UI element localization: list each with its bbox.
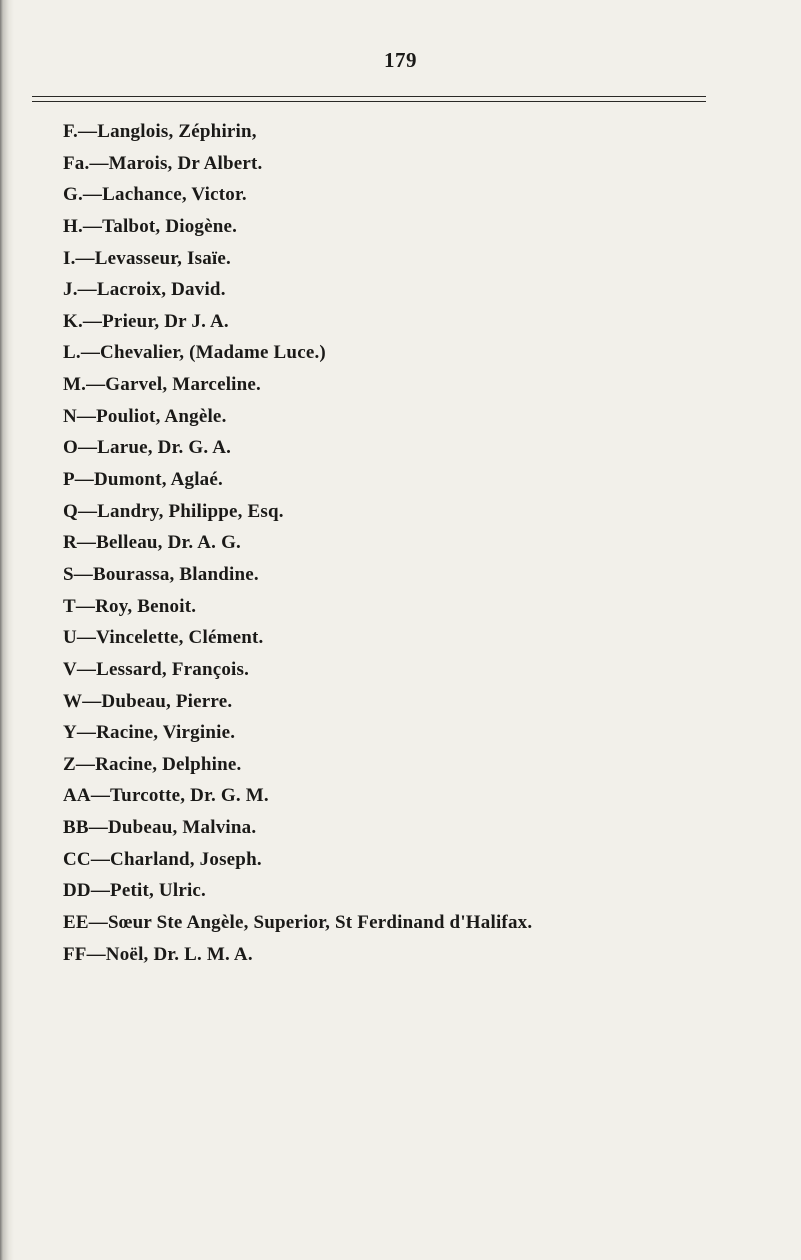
list-item: DD—Petit, Ulric. <box>63 880 207 902</box>
list-item: T—Roy, Benoit. <box>63 595 197 617</box>
list-item: Q—Landry, Philippe, Esq. <box>63 500 284 522</box>
list-item: N—Pouliot, Angèle. <box>63 405 227 427</box>
list-item: O—Larue, Dr. G. A. <box>63 437 232 459</box>
list-item: P—Dumont, Aglaé. <box>63 469 223 491</box>
list-item: W—Dubeau, Pierre. <box>63 690 233 712</box>
list-item: FF—Noël, Dr. L. M. A. <box>63 943 253 965</box>
list-item: R—Belleau, Dr. A. G. <box>63 532 241 554</box>
list-item: Y—Racine, Virginie. <box>63 722 236 744</box>
list-item: S—Bourassa, Blandine. <box>63 563 259 585</box>
entry-list <box>63 116 532 970</box>
list-item: K.—Prieur, Dr J. A. <box>63 310 229 332</box>
list-item: M.—Garvel, Marceline. <box>63 374 262 396</box>
list-item: BB—Dubeau, Malvina. <box>63 817 257 839</box>
list-item: V—Lessard, François. <box>63 658 250 680</box>
list-item: EE—Sœur Ste Angèle, Superior, St Ferdinand d'Halifax. <box>63 912 533 934</box>
list-item: H.—Talbot, Diogène. <box>63 215 238 237</box>
list-item: F.—Langlois, Zéphirin, <box>63 121 257 142</box>
binding-edge-shadow <box>0 0 14 1260</box>
list-item: Z—Racine, Delphine. <box>63 753 242 775</box>
list-item: L.—Chevalier, (Madame Luce.) <box>63 342 326 364</box>
list-item: G.—Lachance, Victor. <box>63 184 247 206</box>
list-item: Fa.—Marois, Dr Albert. <box>63 152 263 174</box>
list-item: J.—Lacroix, David. <box>63 279 226 301</box>
list-item: I.—Levasseur, Isaïe. <box>63 247 231 269</box>
list-item: CC—Charland, Joseph. <box>63 848 262 870</box>
page-number: 179 <box>384 48 417 72</box>
header-double-rule <box>32 96 706 102</box>
list-item: U—Vincelette, Clément. <box>63 627 264 649</box>
list-item: AA—Turcotte, Dr. G. M. <box>63 785 269 807</box>
